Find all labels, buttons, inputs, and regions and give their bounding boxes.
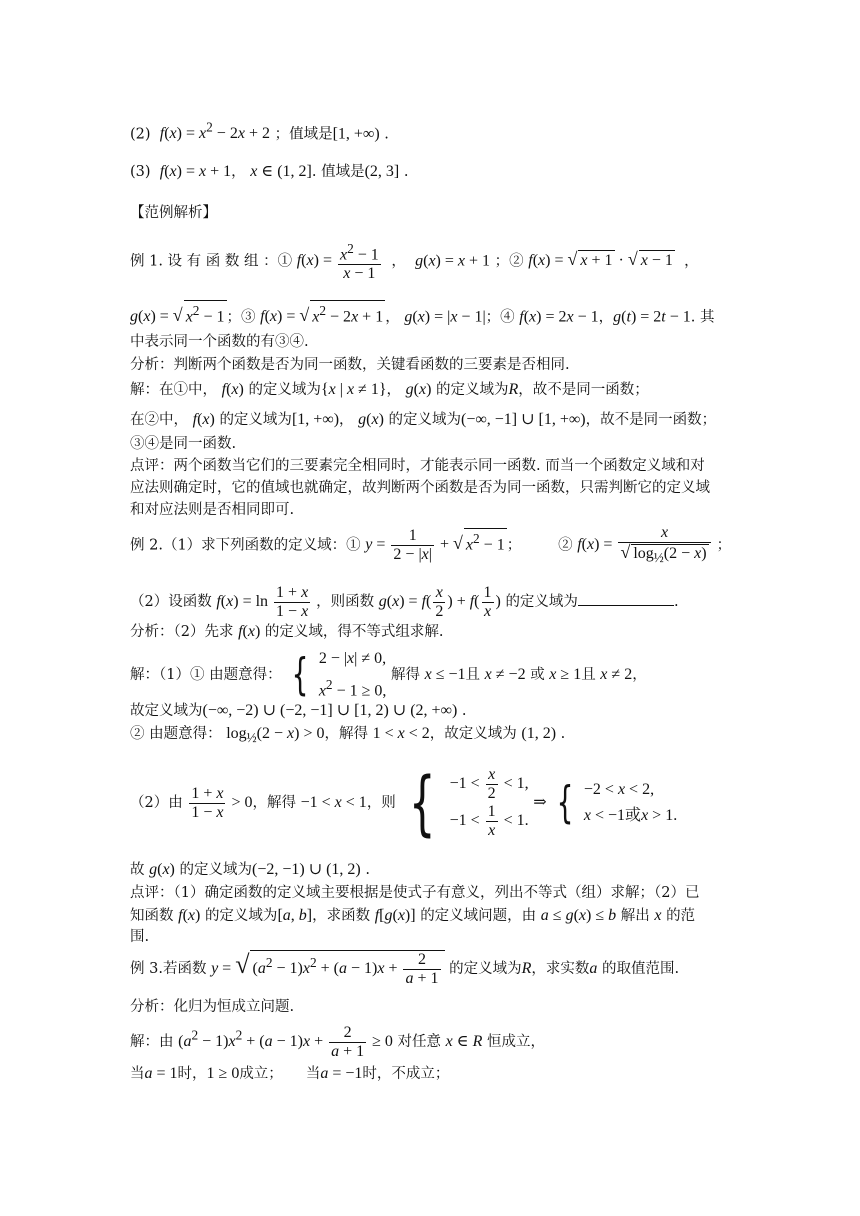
example-3-solution: 解：由 $(a^2 - 1)x^2 + (a - 1)x$ + $\frac{2}{a + 1}$ ≥ 0 对任意 x ∈ R 恒成立， bbox=[130, 1024, 545, 1060]
example-1-line-1: 例 1. 设 有 函 数 组 ：① f(x) = $\frac{x^2 - 1}{x - 1}$ ， g(x) = x + 1 ；② f(x) = √ x + 1 · √ x − 1 ， bbox=[130, 241, 699, 283]
example-2-part-2-solution: （2）由 $\frac{1 + x}{1 - x}$ > 0，解得 −1 < x < 1，则 { −1 < $\frac{x}{2}$ < 1, −1 < $\frac{1}{x}$ < 1. ⇒ { −2 < x < 2, x < −1或x > 1. bbox=[130, 762, 678, 844]
example-2-line-2: （2）设函数 f(x) = ln $\frac{1 + x}{1 - x}$ ，则函数 g(x) = f( $\frac{x}{2}$ ) + f( $\frac{1}{x}$ ) 的定义域为 . bbox=[130, 584, 679, 620]
example-2-line-1: 例 2.（1）求下列函数的定义域：① y = $\frac{1}{2 - |x|}$ + √ $x^2 - 1$ ； ② f(x) = $\frac{x}{√ \log_{\frac{1}{2}}(2 - x)}$ ； bbox=[130, 524, 732, 566]
example-1-comment-3: 和对应法则是否相同即可. bbox=[130, 502, 295, 518]
example-2-domain: 故定义域为(−∞, −2) ∪ (−2, −1] ∪ [1, 2) ∪ (2, +∞) . bbox=[130, 702, 467, 719]
example-2-result: 故 g(x) 的定义域为(−2, −1) ∪ (1, 2) . bbox=[130, 861, 370, 878]
example-1-analysis: 分析：判断两个函数是否为同一函数，关键看函数的三要素是否相同. bbox=[130, 357, 570, 373]
section-heading: 【范例解析】 bbox=[130, 205, 217, 221]
example-2-comment-2: 知函数 f(x) 的定义域为[a, b]，求函数 f[g(x)] 的定义域问题，由 a ≤ g(x) ≤ b 解出 x 的范 bbox=[130, 907, 696, 924]
example-3-cases: 当a = 1时，1 ≥ 0成立； 当a = −1时，不成立； bbox=[130, 1065, 450, 1082]
example-1-comment-2: 应法则确定时，它的值域也就确定，故判断两个函数是否为同一函数，只需判断它的定义域 bbox=[130, 480, 710, 496]
answer-blank bbox=[578, 591, 674, 606]
example-1-solution-1: 解：在①中， f(x) 的定义域为{x | x ≠ 1}， g(x) 的定义域为R，故不是同一函数； bbox=[130, 381, 649, 398]
example-3-analysis: 分析：化归为恒成立问题. bbox=[130, 999, 295, 1015]
example-2-solution-2: ② 由题意得： $\log_{\frac{1}{2}}(2 - x) > 0$，解得 1 < x < 2，故定义域为 (1, 2) . bbox=[130, 725, 566, 746]
example-2-analysis: 分析：（2）先求 f(x) 的定义域，得不等式组求解. bbox=[130, 623, 444, 640]
example-1-solution-3: ③④是同一函数. bbox=[130, 436, 237, 452]
example-2-solution-1: 解：（1）① 由题意得： { 2 − |x| ≠ 0, $x^2 - 1 \ge 0$, 解得 x ≤ −1且 x ≠ −2 或 x ≥ 1且 x ≠ 2， bbox=[130, 649, 647, 701]
example-1-solution-2: 在②中， f(x) 的定义域为[1, +∞)， g(x) 的定义域为(−∞, −1] ∪ [1, +∞)，故不是同一函数； bbox=[130, 411, 717, 428]
formula: f(x) = x + 1 bbox=[159, 163, 232, 180]
formula: $f(x) = x^2 - 2x + 2$ bbox=[159, 120, 270, 143]
example-1-line-3: 中表示同一个函数的有③④. bbox=[130, 334, 309, 350]
example-2-comment-1: 点评：（1）确定函数的定义域主要根据是使式子有意义，列出不等式（组）求解；（2）已 bbox=[130, 885, 700, 901]
example-3-line-1: 例 3.若函数 y = √ $(a^2 - 1)x^2 + (a - 1)x$ + $\frac{2}{a + 1}$ 的定义域为R，求实数a 的取值范围. bbox=[130, 950, 680, 987]
item-3-line: (3) f(x) = x + 1， x ∈ (1, 2]. 值域是(2, 3] . bbox=[130, 163, 409, 180]
example-2-comment-3: 围. bbox=[130, 929, 150, 945]
item-2-line: (2) $f(x) = x^2 - 2x + 2$ ；值域是[1, +∞) . bbox=[130, 120, 389, 143]
example-1-line-2: g(x) = √ $x^2 - 1$ ；③ f(x) = √ $x^2 - 2x + 1$ ， g(x) = |x − 1|；④ f(x) = 2x − 1，g(t) = 2t − 1. 其 bbox=[130, 300, 715, 327]
example-1-comment-1: 点评：两个函数当它们的三要素完全相同时，才能表示同一函数. 而当一个函数定义域和对 bbox=[130, 458, 705, 474]
